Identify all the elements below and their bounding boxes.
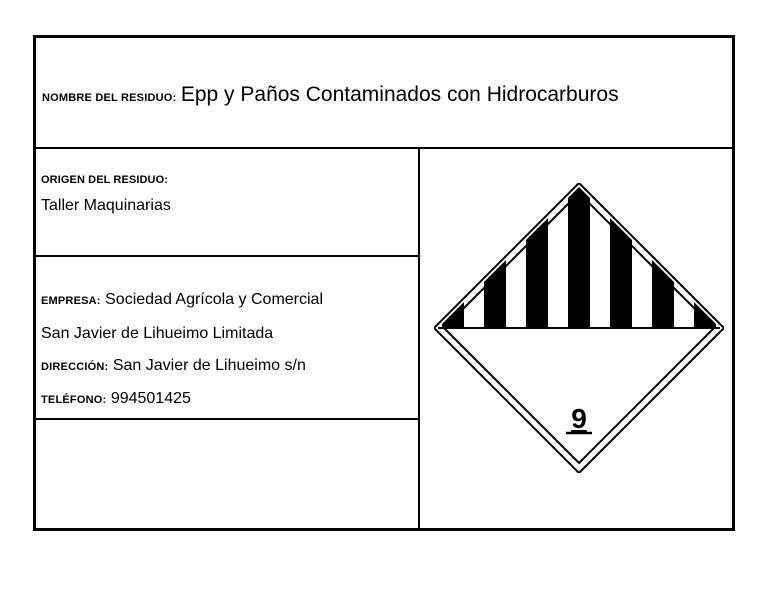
hazard-class-number: 9 (571, 403, 587, 434)
empty-section (36, 420, 418, 528)
phone-value: 994501425 (110, 390, 191, 407)
stripe (610, 183, 632, 328)
company-line (41, 291, 323, 309)
waste-name-value: Epp y Paños Contaminados con Hidrocarburos (180, 83, 619, 106)
waste-name-line (42, 83, 619, 107)
origin-value: Taller Maquinarias (41, 197, 171, 214)
stripe (568, 183, 590, 328)
address-line (41, 357, 306, 375)
origin-section (36, 147, 418, 257)
phone-line (41, 390, 191, 408)
class-9-hazard-diamond-icon (434, 183, 724, 473)
stripe (694, 183, 716, 328)
company-value-line1: Sociedad Agrícola y Comercial (105, 291, 324, 308)
company-label: EMPRESA: (41, 295, 101, 307)
stripe (526, 183, 548, 328)
address-value: San Javier de Lihueimo s/n (112, 357, 306, 374)
stripe (484, 183, 506, 328)
origin-label: ORIGEN DEL RESIDUO: (41, 174, 168, 186)
phone-label: TELÉFONO: (41, 394, 107, 406)
waste-name-label: NOMBRE DEL RESIDUO: (42, 92, 177, 104)
address-label: DIRECCIÓN: (41, 361, 109, 373)
company-section (36, 257, 418, 420)
company-value-line2: San Javier de Lihueimo Limitada (41, 325, 274, 342)
stripe (442, 183, 464, 328)
waste-name-row (36, 38, 732, 149)
info-column (36, 147, 420, 528)
stripe (652, 183, 674, 328)
waste-label-card (33, 35, 735, 531)
hazard-column (420, 147, 732, 528)
